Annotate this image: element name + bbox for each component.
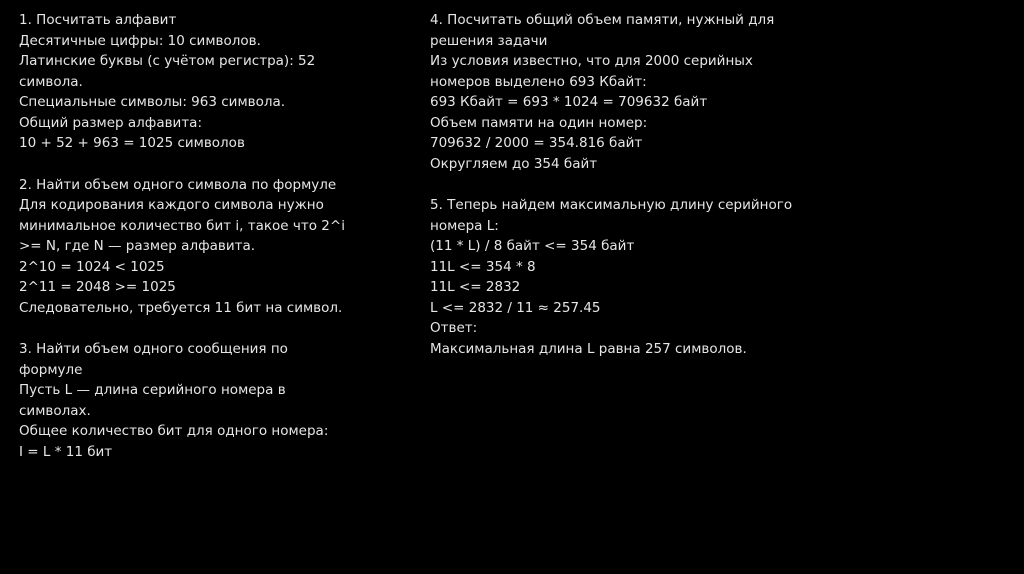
text-line: L <= 2832 / 11 ≈ 257.45 [430,299,601,316]
text-line: 11L <= 354 * 8 [430,258,536,275]
text-line: минимальное количество бит i, такое что 2^i [19,217,345,234]
text-line: Специальные символы: 963 символа. [19,94,286,110]
text-line: номеров выделено 693 Кбайт: [430,73,647,90]
text-line: 2^11 = 2048 >= 1025 [19,279,176,295]
text-line: Округляем до 354 байт [430,155,598,172]
text-line: Объем памяти на один номер: [430,114,648,131]
step-5-heading: 5. Теперь найдем максимальную длину серийного [430,197,793,213]
text-line: формуле [19,361,83,378]
text-line: Десятичные цифры: 10 символов. [19,32,261,49]
answer-label: Ответ: [430,320,478,336]
text-line: >= N, где N — размер алфавита. [19,238,256,254]
step-3-block [19,339,414,462]
step-2-block [19,175,414,319]
text-line: номера L: [430,217,499,234]
text-line: Следовательно, требуется 11 бит на символ. [19,299,343,316]
text-line: Общий размер алфавита: [19,114,203,131]
text-line: Из условия известно, что для 2000 серийных [430,53,753,69]
text-line: 11L <= 2832 [430,279,521,295]
text-line: 2^10 = 1024 < 1025 [19,258,165,275]
right-column [430,10,850,359]
text-line: Пусть L — длина серийного номера в [19,382,286,398]
text-line: I = L * 11 бит [19,443,113,460]
step-4-block [430,10,850,174]
text-line: 10 + 52 + 963 = 1025 символов [19,135,245,151]
step-4-heading: 4. Посчитать общий объем памяти, нужный для [430,12,775,28]
step-5-block [430,195,850,359]
step-2-heading: 2. Найти объем одного символа по формуле [19,176,337,193]
text-line: решения задачи [430,32,548,49]
answer-text: Максимальная длина L равна 257 символов. [430,340,747,357]
text-line: 709632 / 2000 = 354.816 байт [430,135,643,151]
left-column [19,10,414,462]
step-3-heading: 3. Найти объем одного сообщения по [19,341,288,357]
text-line: 693 Кбайт = 693 * 1024 = 709632 байт [430,94,708,110]
text-line: символа. [19,73,83,90]
text-line: Для кодирования каждого символа нужно [19,197,324,213]
text-line: (11 * L) / 8 байт <= 354 байт [430,238,635,254]
text-line: Латинские буквы (с учётом регистра): 52 [19,53,316,69]
text-line: символах. [19,402,91,419]
step-1-heading: 1. Посчитать алфавит [19,12,177,28]
step-1-block [19,10,414,154]
text-line: Общее количество бит для одного номера: [19,423,329,439]
